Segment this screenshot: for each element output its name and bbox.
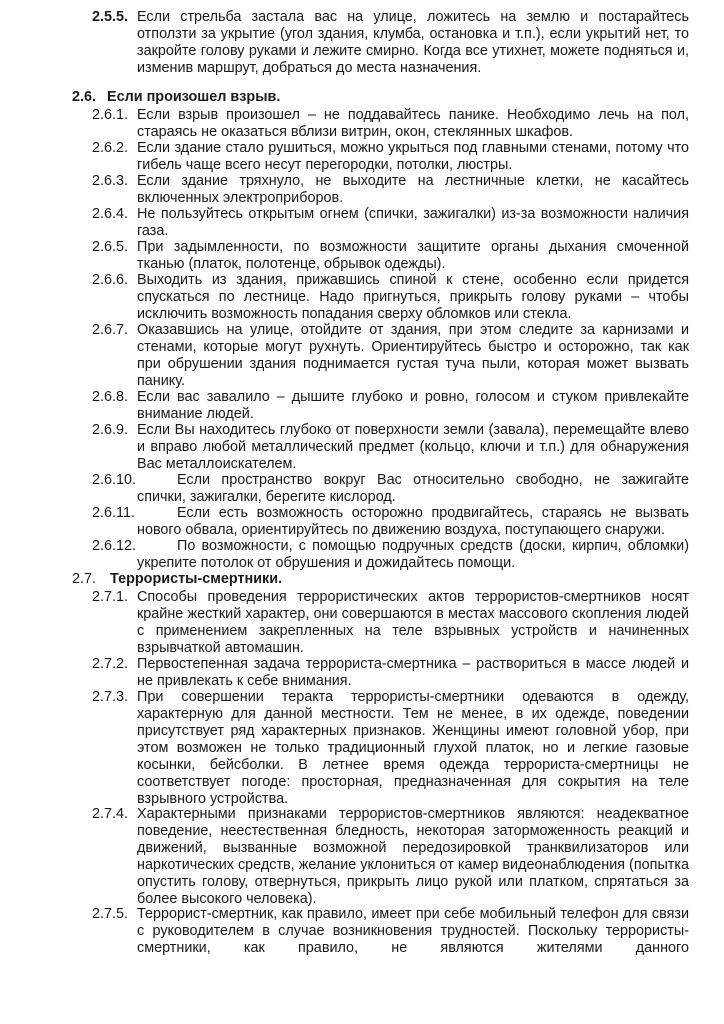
clause-text: При совершении теракта террористы-смертники одеваются в одежду, характерную для данной местности. Тем не менее, в их одежде, поведении присутствует ряд характерных признаков. Женщины имеют головной убор, при этом возможен не только традиционный глухой платок, но и легкие газовые косынки, бейсболки. В летнее время одежда террориста-смертницы не соответствует погоде: просторная, предназначенная для сокрытия на теле взрывного устройства.: [137, 689, 689, 807]
clause-text: Не пользуйтесь открытым огнем (спички, зажигалки) из-за возможности наличия газа.: [137, 206, 689, 239]
clause-number: 2.6.12.: [92, 538, 137, 554]
clause-number: 2.7.3.: [92, 689, 129, 705]
clause-text: По возможности, с помощью подручных средств (доски, кирпич, обломки) укрепите потолок от обрушения и дожидайтесь помощи.: [137, 538, 689, 571]
clause-number: 2.7.1.: [92, 589, 129, 605]
clause-text: Террорист-смертник, как правило, имеет при себе мобильный телефон для связи с руководителем в случае возникновения трудностей. Поскольку террористы-смертники, как правило, не являются жителями данного: [137, 906, 689, 956]
clause-text: Если взрыв произошел – не поддавайтесь панике. Необходимо лечь на пол, стараясь не оказаться вблизи витрин, окон, стеклянных шкафов.: [137, 107, 689, 140]
clause-number: 2.5.5.: [92, 9, 129, 25]
clause-number: 2.6.9.: [92, 422, 129, 438]
clause-text: Если Вы находитесь глубоко от поверхности земли (завала), перемещайте влево и вправо любой металлический предмет (кольцо, ключи и т.п.) для обнаружения Вас металлоискателем.: [137, 422, 689, 472]
clause-number: 2.6.2.: [92, 140, 129, 156]
clause-number: 2.6.3.: [92, 173, 129, 189]
clause-number: 2.6.5.: [92, 239, 129, 255]
clause-text: Если здание тряхнуло, не выходите на лестничные клетки, не касайтесь включенных электроприборов.: [137, 173, 689, 206]
clause-text: Если есть возможность осторожно продвигайтесь, стараясь не вызвать нового обвала, ориентируйтесь по движению воздуха, поступающего снаружи.: [137, 505, 689, 538]
clause-text: При задымленности, по возможности защитите органы дыхания смоченной тканью (платок, полотенце, обрывок одежды).: [137, 239, 689, 272]
clause-number: 2.7.2.: [92, 656, 129, 672]
clause-number: 2.6.7.: [92, 322, 129, 338]
clause-text: Способы проведения террористических актов террористов-смертников носят крайне жесткий характер, они совершаются в местах массового скопления людей с применением закрепленных на теле взрывных устройств и начиненных взрывчаткой автомашин.: [137, 589, 689, 656]
clause-number: 2.7.5.: [92, 906, 129, 922]
clause-number: 2.6.8.: [92, 389, 129, 405]
clause-text: Первостепенная задача террориста-смертника – раствориться в массе людей и не привлекать к себе внимания.: [137, 656, 689, 689]
clause-text: Оказавшись на улице, отойдите от здания, при этом следите за карнизами и стенами, которые могут рухнуть. Ориентируйтесь быстро и осторожно, так как при обрушении здания поднимается густая туча пыли, которая может вызвать панику.: [137, 322, 689, 389]
clause-text: Выходить из здания, прижавшись спиной к стене, особенно если придется спускаться по лестнице. Надо пригнуться, прикрыть голову руками – чтобы исключить возможность попадания сверху обломков или стекла.: [137, 272, 689, 322]
clause-text: Если стрельба застала вас на улице, ложитесь на землю и постарайтесь отползти за укрытие (угол здания, клумба, остановка и т.п.), если укрытий нет, то закройте голову руками и лежите смирно. Когда все утихнет, можете подняться и, изменив маршрут, добраться до места назначения.: [137, 9, 689, 76]
clause-text: Если вас завалило – дышите глубоко и ровно, голосом и стуком привлекайте внимание людей.: [137, 389, 689, 422]
section-heading: 2.6. Если произошел взрыв.: [72, 89, 281, 105]
clause-text: Если пространство вокруг Вас относительно свободно, не зажигайте спички, зажигалки, берегите кислород.: [137, 472, 689, 505]
clause-number: 2.7.4.: [92, 806, 129, 822]
clause-number: 2.6.6.: [92, 272, 129, 288]
clause-number: 2.6.1.: [92, 107, 129, 123]
clause-number: 2.6.10.: [92, 472, 137, 488]
clause-text: Характерными признаками террористов-смертников являются: неадекватное поведение, неестественная бледность, некоторая заторможенность реакций и движений, вызванные возможной передозировкой транквилизаторов или наркотических средств, желание уклониться от камер видеонаблюдения (попытка опустить голову, отвернуться, прикрыть лицо рукой или платком, спрятаться за более высокого человека).: [137, 806, 689, 907]
clause-text: Если здание стало рушиться, можно укрыться под главными стенами, потому что гибель чаще всего несут перегородки, потолки, люстры.: [137, 140, 689, 173]
clause-number: 2.6.11.: [92, 505, 135, 521]
clause-number: 2.6.4.: [92, 206, 129, 222]
section-heading: 2.7. Террористы-смертники.: [72, 571, 283, 587]
